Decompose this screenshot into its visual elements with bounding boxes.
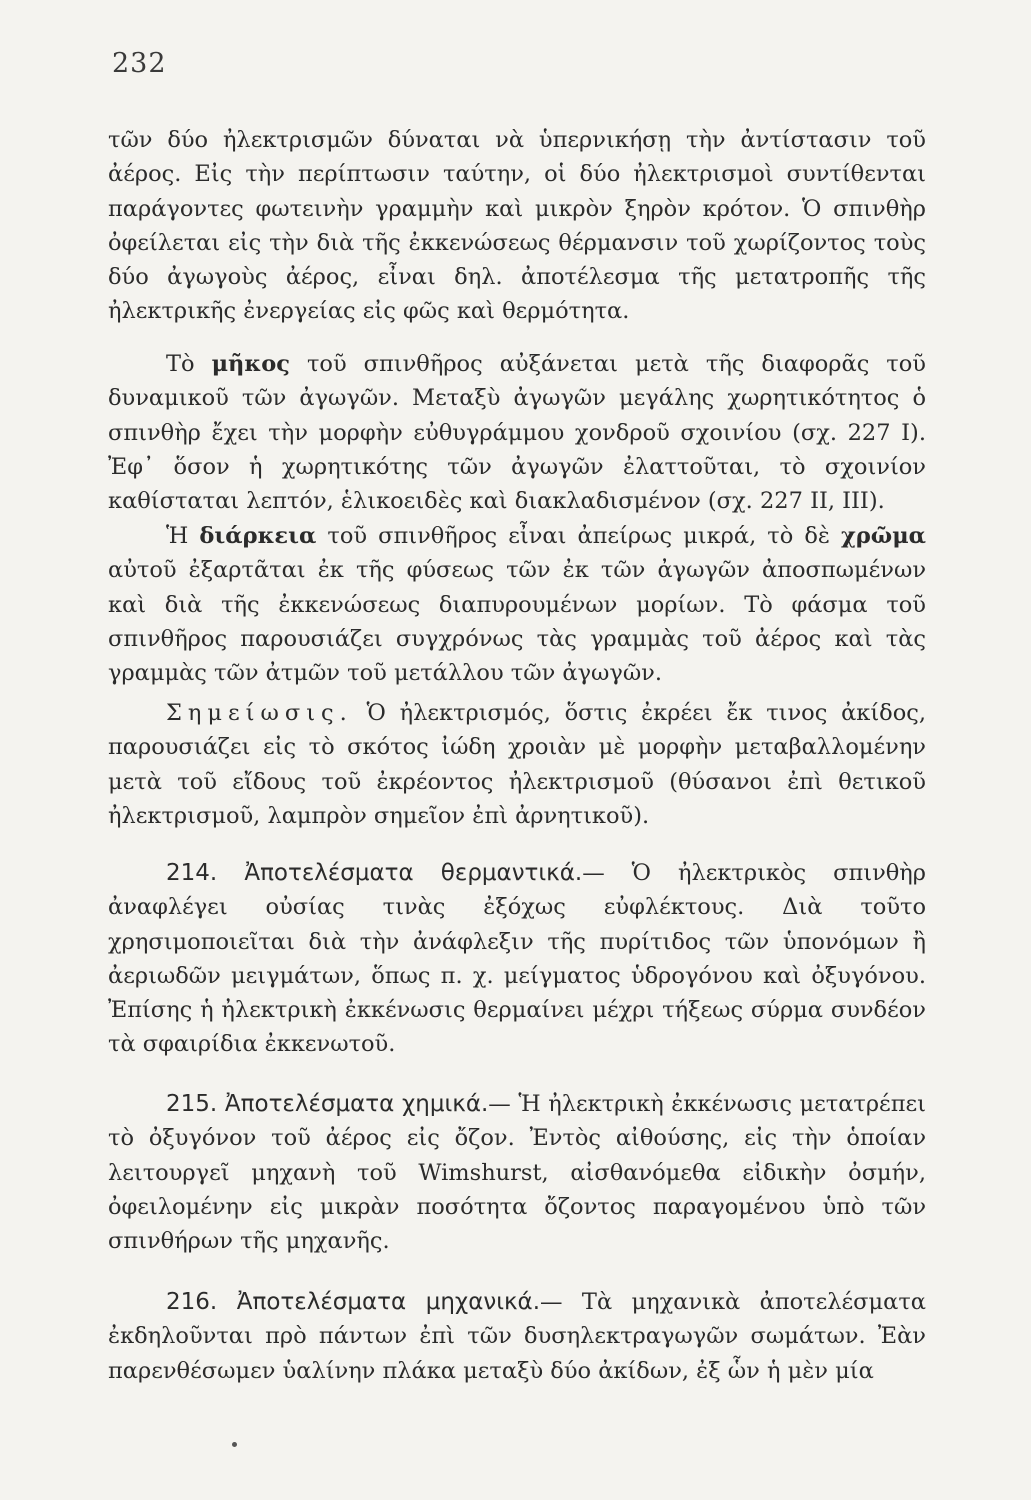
paragraph-text: Ὁ ἠλεκτρισμός, ὅστις ἐκρέει ἔκ τινος ἀκίδος, παρουσιάζει εἰς τὸ σκότος ἰώδη χροιὰν μὲ μορφὴν μεταβαλλομένην μετὰ τοῦ εἴδους τοῦ ἐκρέοντος ἠλεκτρισμοῦ (θύσανοι ἐπὶ θετικοῦ ἠλεκτρισμοῦ, λαμπρὸν σημεῖον ἐπὶ ἀρνητικοῦ). [108,700,926,829]
section-216 [108,1285,926,1388]
paragraph-text: τῶν δύο ἠλεκτρισμῶν δύναται νὰ ὑπερνικήσῃ τὴν ἀντίστασιν τοῦ ἀέρος. Εἰς τὴν περίπτωσιν ταύτην, οἱ δύο ἠλεκτρισμοὶ συντίθενται παράγοντες φωτεινὴν γραμμὴν καὶ μικρὸν ξηρὸν κρότον. Ὁ σπινθὴρ ὀφείλεται εἰς τὴν διὰ τῆς ἐκκενώσεως θέρμανσιν τοῦ χωρίζοντος τοὺς δύο ἀγωγοὺς ἀέρος, εἶναι δηλ. ἀποτέλεσμα τῆς μετατροπῆς τῆς ἠλεκτρικῆς ἐνεργείας εἰς φῶς καὶ θερμότητα. [108,127,926,325]
section-number: 214. [166,860,218,886]
paragraph-body [108,347,926,518]
page-number: 232 [112,48,167,79]
paragraph-body [108,519,926,690]
section-body [108,856,926,1062]
section-text: — Τὰ μηχανικὰ ἀποτελέσματα ἐκδηλοῦνται πρὸ πάντων ἐπὶ τῶν δυσηλεκτραγωγῶν σωμάτων. Ἐὰν παρενθέσωμεν ὑαλίνην πλάκα μεταξὺ δύο ἀκίδων, ἐξ ὧν ἡ μὲν μία [108,1289,927,1384]
section-title: Ἀποτελέσματα χημικά. [217,1091,489,1117]
paragraph-spark-length [108,347,926,518]
term-duration: διάρκεια [199,523,317,549]
paragraph-spark-definition [108,123,926,329]
paragraph-text: αὐτοῦ ἐξαρτᾶται ἐκ τῆς φύσεως τῶν ἐκ τῶν ἀγωγῶν ἀποσπωμένων καὶ διὰ τῆς ἐκκενώσεως διαπυρουμένων μορίων. Τὸ φάσμα τοῦ σπινθῆρος παρουσιάζει συγχρόνως τὰς γραμμὰς τοῦ ἀέρος καὶ τὰς γραμμὰς τῶν ἀτμῶν τοῦ μετάλλου τῶν ἀγωγῶν. [108,557,926,687]
section-text: — Ὁ ἠλεκτρικὸς σπινθὴρ ἀναφλέγει οὐσίας τινὰς ἐξόχως εὐφλέκτους. Διὰ τοῦτο χρησιμοποιεῖται διὰ τὴν ἀνάφλεξιν τῆς πυρίτιδος τῶν ὑπονόμων ἢ ἀεριωδῶν μειγμάτων, ὅπως π. χ. μείγματος ὑδρογόνου καὶ ὀξυγόνου. Ἐπίσης ἡ ἠλεκτρικὴ ἐκκένωσις θερμαίνει μέχρι τήξεως σύρμα συνδέον τὰ σφαιρίδια ἐκκενωτοῦ. [108,860,926,1058]
section-number: 216. [166,1289,218,1315]
paragraph-lead: Ἡ [166,523,200,549]
section-text: — Ἡ ἠλεκτρικὴ ἐκκένωσις μετατρέπει τὸ ὀξυγόνον τοῦ ἀέρος εἰς ὄζον. Ἐντὸς αἰθούσης, εἰς τὴν ὁποίαν λειτουργεῖ μηχανὴ τοῦ Wimshurst, αἰσθανόμεθα εἰδικὴν ὀσμήν, ὀφειλομένην εἰς μικρὰν ποσότητα ὄζοντος παραγομένου ὑπὸ τῶν σπινθήρων τῆς μηχανῆς. [108,1091,926,1255]
note-label: Σημείωσις. [166,700,353,726]
section-214 [108,856,926,1062]
paragraph-body [108,696,926,833]
paragraph-mid: τοῦ σπινθῆρος εἶναι ἀπείρως μικρά, τὸ δὲ [316,523,842,549]
paragraph-spark-duration [108,519,926,690]
term-colour: χρῶμα [841,523,926,549]
section-title: Ἀποτελέσματα θερμαντικά. [217,860,583,886]
paragraph-text: τοῦ σπινθῆρος αὐξάνεται μετὰ τῆς διαφορᾶς τοῦ δυναμικοῦ τῶν ἀγωγῶν. Μεταξὺ ἀγωγῶν μεγάλης χωρητικότητος ὁ σπινθὴρ ἔχει τὴν μορφὴν εὐθυγράμμου χονδροῦ σχοινίου (σχ. 227 I). Ἐφ᾽ ὅσον ἡ χωρητικότης τῶν ἀγωγῶν ἐλαττοῦται, τὸ σχοινίον καθίσταται λεπτόν, ἑλικοειδὲς καὶ διακλαδισμένον (σχ. 227 II, III). [108,351,926,515]
paragraph-note [108,696,926,833]
section-body [108,1087,926,1258]
section-body [108,1285,926,1388]
term-length: μῆκος [211,351,290,377]
ink-speck [232,1442,237,1447]
section-number: 215. [166,1091,218,1117]
paragraph-lead: Τὸ [166,351,212,377]
section-title: Ἀποτελέσματα μηχανικά. [217,1289,541,1315]
section-215 [108,1087,926,1258]
